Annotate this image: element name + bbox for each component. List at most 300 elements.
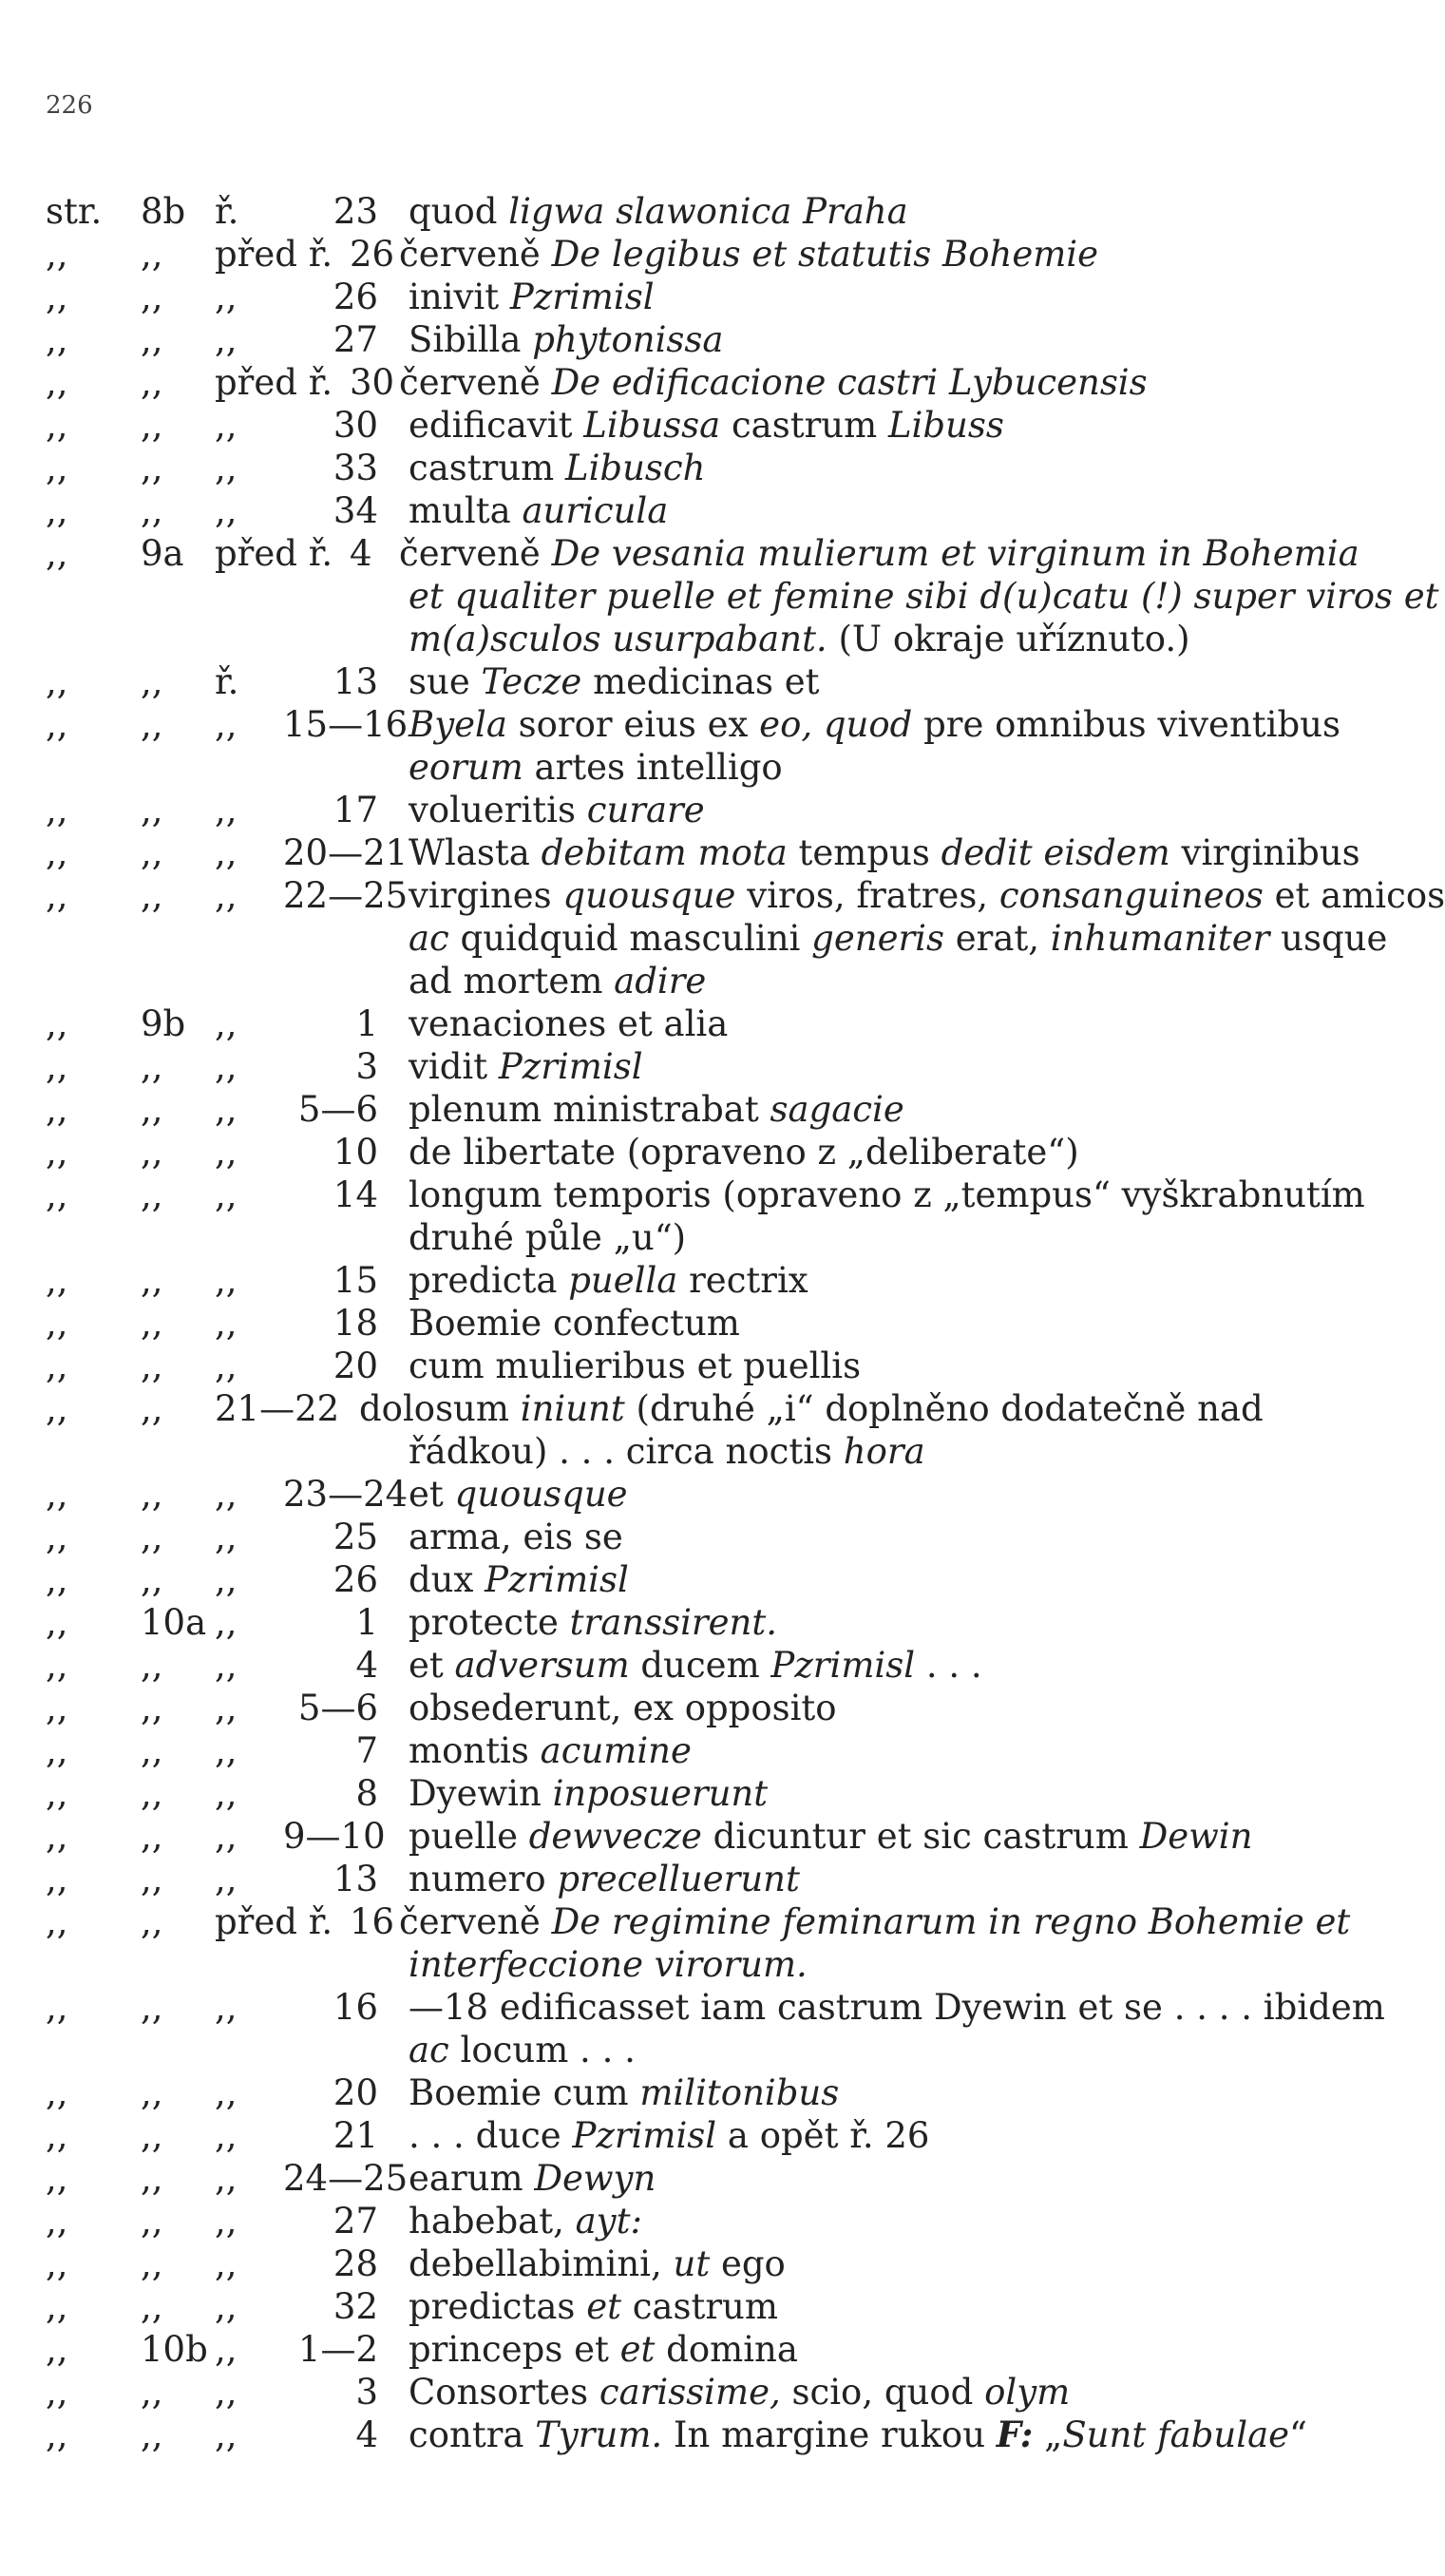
text-segment: Sibilla (409, 319, 533, 360)
line-prefix: ,, (215, 1474, 238, 1515)
entry-row (46, 1516, 1395, 1558)
page-ref: ,, (141, 1474, 163, 1515)
page-ref: ,, (141, 362, 163, 403)
entry-text (409, 2242, 786, 2285)
entry-text (409, 960, 706, 1002)
text-segment: interfeccione virorum. (409, 1944, 808, 1985)
line-ref: 9—10 (283, 1816, 386, 1857)
line-ref: 1—2 (297, 2329, 378, 2370)
entry-text (409, 318, 723, 361)
entry-text (409, 1045, 643, 1088)
text-segment: De vesania mulierum et virginum in Bohemia (551, 533, 1359, 574)
text-segment: et (619, 2329, 656, 2370)
entry-row (46, 1002, 1395, 1045)
line-prefix: ,, (215, 1602, 238, 1643)
line-prefix: ,, (215, 405, 238, 446)
ditto-str: ,, (46, 1003, 68, 1044)
text-segment: dux (409, 1559, 485, 1600)
page-ref: ,, (141, 319, 163, 360)
line-ref: 30 (333, 405, 378, 446)
line-ref: 30 (350, 362, 395, 403)
entry-continuation (46, 575, 1439, 618)
line-ref: 13 (333, 1859, 378, 1899)
entry-text (409, 1986, 1385, 2029)
ditto-str: ,, (46, 533, 68, 574)
text-segment: dedit eisdem (941, 832, 1170, 873)
line-ref: 20 (333, 2072, 378, 2113)
page-ref: 10b (141, 2329, 208, 2370)
line-prefix: ,, (215, 1517, 238, 1557)
text-segment: ut (673, 2243, 711, 2284)
text-segment: iniunt (520, 1388, 625, 1429)
entry-text (409, 276, 655, 318)
text-segment: řádkou) . . . circa noctis (409, 1431, 844, 1472)
line-prefix: ,, (215, 1003, 238, 1044)
line-ref: 3 (355, 1046, 378, 1087)
line-prefix: ,, (215, 1260, 238, 1301)
page-ref: ,, (141, 1260, 163, 1301)
text-segment: ad mortem (409, 961, 615, 1002)
text-segment: adversum (454, 1645, 630, 1686)
text-segment: et (409, 1645, 455, 1686)
entry-continuation (46, 960, 1395, 1002)
entry-row (46, 1088, 1395, 1131)
entry-row (46, 2414, 1395, 2456)
entry-row (46, 2157, 1395, 2200)
ditto-str: ,, (46, 1345, 68, 1386)
text-segment: červeně (399, 533, 552, 574)
ditto-str: ,, (46, 1816, 68, 1857)
entry-row (46, 1986, 1395, 2029)
entry-row (46, 1729, 1395, 1772)
text-segment: eo, quod (759, 704, 913, 745)
line-ref: 1 (355, 1602, 378, 1643)
text-segment: carissime, (599, 2372, 781, 2413)
text-segment: dolosum (359, 1388, 521, 1429)
line-prefix: před ř. (215, 362, 333, 403)
ditto-str: ,, (46, 2158, 68, 2199)
line-prefix: ,, (215, 1303, 238, 1344)
line-prefix: ,, (215, 1174, 238, 1215)
line-ref: 34 (333, 490, 378, 531)
line-prefix: ,, (215, 790, 238, 830)
text-segment: Byela (409, 704, 507, 745)
entry-text (409, 2114, 929, 2157)
text-segment: multa (409, 490, 523, 531)
entry-text (409, 1002, 728, 1045)
entry-text (409, 1858, 800, 1900)
ditto-str: ,, (46, 1602, 68, 1643)
entry-text (409, 703, 1340, 746)
text-segment: dicuntur et sic castrum (701, 1816, 1140, 1857)
ditto-str: ,, (46, 1901, 68, 1942)
ditto-str: ,, (46, 234, 68, 275)
ditto-str: ,, (46, 405, 68, 446)
line-prefix: ,, (215, 1645, 238, 1686)
page-ref: ,, (141, 832, 163, 873)
text-segment: volueritis (409, 790, 587, 830)
entry-row (46, 1045, 1395, 1088)
entry-row (46, 1601, 1395, 1644)
line-prefix: ,, (215, 1132, 238, 1173)
text-segment: inhumaniter (1050, 918, 1270, 959)
text-segment: auricula (522, 490, 669, 531)
page-ref: ,, (141, 1559, 163, 1600)
line-ref: 4 (355, 1645, 378, 1686)
line-prefix: ,, (215, 1816, 238, 1857)
entry-text (409, 2029, 636, 2071)
text-segment: scio, quod (780, 2372, 985, 2413)
page-ref: ,, (141, 277, 163, 317)
page-ref: ,, (141, 790, 163, 830)
page-ref: ,, (141, 1688, 163, 1728)
text-segment: soror eius ex (506, 704, 760, 745)
entry-row (46, 318, 1395, 361)
text-segment: Pzrimisl (770, 1645, 916, 1686)
ditto-str: ,, (46, 2372, 68, 2413)
text-segment: et amicos (1263, 875, 1445, 916)
text-segment: druhé půle „u“) (409, 1217, 687, 1258)
text-segment: virginibus (1169, 832, 1360, 873)
line-prefix: ,, (215, 1987, 238, 2028)
entry-row (46, 2328, 1395, 2371)
text-segment: Wlasta (409, 832, 542, 873)
line-ref: 24—25 (283, 2158, 409, 2199)
entry-continuation (46, 1430, 1395, 1473)
text-segment: quidquid masculini (448, 918, 812, 959)
page-ref: ,, (141, 2158, 163, 2199)
entry-text (409, 575, 1439, 618)
text-segment: . . . duce (409, 2115, 573, 2156)
text-segment: De edificacione castri Lybucensis (551, 362, 1148, 403)
ditto-str: ,, (46, 1132, 68, 1173)
text-segment: a opět ř. 26 (716, 2115, 930, 2156)
text-segment: De regimine feminarum in regno Bohemie et (551, 1901, 1351, 1942)
page-ref: ,, (141, 405, 163, 446)
text-segment: earum (409, 2158, 535, 2199)
line-prefix: ,, (215, 875, 238, 916)
line-prefix: ,, (215, 1688, 238, 1728)
entry-row (46, 1174, 1395, 1216)
line-ref: 16 (350, 1901, 395, 1942)
text-segment: Libuss (887, 405, 1004, 446)
text-segment: Tyrum. (535, 2414, 663, 2455)
entry-continuation (46, 1216, 1395, 1259)
line-ref: 13 (333, 661, 378, 702)
text-segment: domina (655, 2329, 798, 2370)
page-ref: ,, (141, 2115, 163, 2156)
text-segment: pre omnibus viventibus (912, 704, 1340, 745)
text-segment: contra (409, 2414, 536, 2455)
ditto-str: ,, (46, 1174, 68, 1215)
text-segment: vidit (409, 1046, 499, 1087)
text-segment: . . . (915, 1645, 982, 1686)
page-ref: 9a (141, 533, 184, 574)
text-segment: de libertate (opraveno z „deliberate“) (409, 1132, 1079, 1173)
line-prefix: ,, (215, 319, 238, 360)
text-segment: puella (568, 1260, 678, 1301)
entry-text (409, 1473, 628, 1516)
text-segment: —18 edificasset iam castrum Dyewin et se . . . . ibidem (409, 1987, 1385, 2028)
text-segment: longum temporis (opraveno z „tempus“ vyškrabnutím (409, 1174, 1365, 1215)
entry-row (46, 1772, 1395, 1815)
entry-text (399, 361, 1148, 404)
entry-text (409, 2371, 1070, 2414)
line-prefix: ,, (215, 490, 238, 531)
line-ref: 3 (355, 2372, 378, 2413)
entry-text (409, 618, 1190, 660)
text-segment: venaciones et alia (409, 1003, 729, 1044)
entry-text (409, 1088, 904, 1131)
text-segment: (druhé „i“ doplněno dodatečně nad (624, 1388, 1264, 1429)
ditto-str: ,, (46, 1517, 68, 1557)
line-prefix: ,, (215, 1859, 238, 1899)
page-ref: ,, (141, 1987, 163, 2028)
line-ref: 20 (333, 1345, 378, 1386)
entry-text (409, 2200, 642, 2242)
line-prefix: ř. (215, 661, 239, 702)
ditto-str: ,, (46, 661, 68, 702)
text-segment: Boemie cum (409, 2072, 640, 2113)
line-prefix: ,, (215, 448, 238, 488)
entry-text (409, 1216, 686, 1259)
text-segment: hora (843, 1431, 925, 1472)
entry-text (409, 831, 1360, 874)
text-segment: arma, eis se (409, 1517, 623, 1557)
text-segment: debellabimini, (409, 2243, 674, 2284)
line-ref: 15 (333, 1260, 378, 1301)
text-segment: Libusch (565, 448, 706, 488)
entry-row (46, 2200, 1395, 2242)
text-segment: (U okraje uříznuto.) (827, 619, 1190, 659)
entry-text (409, 1430, 925, 1473)
text-segment: červeně (399, 234, 552, 275)
line-ref: 23—24 (283, 1474, 409, 1515)
entry-row (46, 831, 1395, 874)
text-segment: Dewyn (534, 2158, 656, 2199)
page-ref: ,, (141, 2243, 163, 2284)
entry-text (409, 660, 820, 703)
ditto-str: str. (46, 191, 103, 232)
entry-row (46, 1131, 1395, 1174)
text-segment: castrum (620, 2286, 778, 2327)
entry-row (46, 703, 1395, 746)
entry-text (409, 404, 1004, 447)
page-ref: ,, (141, 2201, 163, 2242)
text-segment: m(a)sculos usurpabant. (409, 619, 827, 659)
entry-text (409, 1259, 808, 1302)
text-segment: ducem (629, 1645, 771, 1686)
text-segment: F: (996, 2414, 1034, 2455)
entry-text (409, 2071, 839, 2114)
text-segment: montis (409, 1730, 541, 1771)
line-ref: 27 (333, 2201, 378, 2242)
text-segment: dewvecze (528, 1816, 702, 1857)
entry-row (46, 532, 1395, 575)
text-segment: cum mulieribus et puellis (409, 1345, 862, 1386)
line-prefix: ,, (215, 2372, 238, 2413)
entry-row (46, 1259, 1395, 1302)
text-segment: artes intelligo (523, 747, 783, 788)
entry-row (46, 404, 1395, 447)
page-ref: ,, (141, 1132, 163, 1173)
errata-list (46, 190, 1445, 2456)
text-segment: ayt: (575, 2201, 642, 2242)
line-ref: 5—6 (297, 1089, 378, 1130)
ditto-str: ,, (46, 1474, 68, 1515)
line-prefix: ,, (215, 2158, 238, 2199)
line-prefix: ,, (215, 2201, 238, 2242)
entry-row (46, 1687, 1395, 1729)
ditto-str: ,, (46, 875, 68, 916)
page-ref: ,, (141, 1388, 163, 1429)
entry-row (46, 1387, 1395, 1430)
entry-text (399, 1900, 1350, 1943)
page-ref: ,, (141, 1730, 163, 1771)
entry-text (409, 2414, 1307, 2456)
text-segment: erat, (943, 918, 1051, 959)
entry-text (399, 233, 1098, 276)
entry-text (409, 1345, 861, 1387)
text-segment: castrum (409, 448, 566, 488)
text-segment: “ (1289, 2414, 1307, 2455)
ditto-str: ,, (46, 362, 68, 403)
line-ref: 10 (333, 1132, 378, 1173)
line-prefix: ,, (215, 2329, 238, 2370)
text-segment: virgines (409, 875, 563, 916)
entry-text (409, 2328, 798, 2371)
entry-continuation (46, 746, 1395, 789)
entry-row (46, 1558, 1395, 1601)
entry-text (409, 1558, 629, 1601)
text-segment: edificavit (409, 405, 584, 446)
ditto-str: ,, (46, 704, 68, 745)
entry-row (46, 2285, 1395, 2328)
entry-text (399, 532, 1359, 575)
line-ref: 8 (355, 1773, 378, 1814)
page-ref: ,, (141, 2072, 163, 2113)
line-ref: 26 (333, 277, 378, 317)
entry-text (409, 1302, 740, 1345)
text-segment: Pzrimisl (485, 1559, 629, 1600)
entry-row (46, 361, 1395, 404)
entry-row (46, 1644, 1395, 1687)
line-prefix: ,, (215, 2072, 238, 2113)
text-segment: sagacie (770, 1089, 904, 1130)
entry-row (46, 789, 1395, 831)
text-segment: debitam mota (541, 832, 788, 873)
line-prefix: ,, (215, 832, 238, 873)
line-prefix: před ř. (215, 533, 333, 574)
line-ref: 26 (333, 1559, 378, 1600)
ditto-str: ,, (46, 1773, 68, 1814)
ditto-str: ,, (46, 1859, 68, 1899)
page-ref: ,, (141, 661, 163, 702)
entry-text (409, 1131, 1079, 1174)
page-ref: ,, (141, 1345, 163, 1386)
entry-text (409, 190, 908, 233)
entry-row (46, 447, 1395, 489)
text-segment: sue (409, 661, 482, 702)
text-segment: inposuerunt (552, 1773, 769, 1814)
line-ref: 14 (333, 1174, 378, 1215)
entry-row (46, 489, 1395, 532)
entry-text (409, 1943, 808, 1986)
text-segment: ligwa slawonica Praha (508, 191, 908, 232)
page-ref: ,, (141, 234, 163, 275)
entry-row (46, 276, 1395, 318)
ditto-str: ,, (46, 2243, 68, 2284)
ditto-str: ,, (46, 790, 68, 830)
ditto-str: ,, (46, 2286, 68, 2327)
line-ref: 15—16 (283, 704, 409, 745)
entry-row (46, 1473, 1395, 1516)
ditto-str: ,, (46, 1645, 68, 1686)
text-segment: transsirent. (569, 1602, 777, 1643)
line-prefix: před ř. (215, 234, 333, 275)
text-segment: locum . . . (448, 2030, 636, 2070)
line-ref: 22—25 (283, 875, 409, 916)
page-ref: ,, (141, 2286, 163, 2327)
text-segment: predicta (409, 1260, 569, 1301)
page-ref: ,, (141, 1089, 163, 1130)
text-segment: ac (409, 918, 449, 959)
page-ref: ,, (141, 1901, 163, 1942)
line-prefix: ,, (215, 1773, 238, 1814)
line-prefix: ,, (215, 1730, 238, 1771)
line-ref: 18 (333, 1303, 378, 1344)
text-segment: curare (586, 790, 705, 830)
text-segment: quousque (454, 1474, 628, 1515)
line-ref: 17 (333, 790, 378, 830)
text-segment: quousque (562, 875, 736, 916)
text-segment: viros, fratres, (735, 875, 999, 916)
text-segment: Boemie confectum (409, 1303, 740, 1344)
line-prefix: ,, (215, 1046, 238, 1087)
text-segment: Tecze (481, 661, 582, 702)
ditto-str: ,, (46, 277, 68, 317)
text-segment: quod (409, 191, 509, 232)
text-segment: et (586, 2286, 621, 2327)
entry-text (409, 746, 783, 789)
text-segment: militonibus (639, 2072, 840, 2113)
text-segment: precelluerunt (557, 1859, 800, 1899)
line-prefix: ,, (215, 2414, 238, 2455)
text-segment: obsederunt, ex opposito (409, 1688, 837, 1728)
text-segment: phytonissa (532, 319, 724, 360)
entry-text (409, 1772, 768, 1815)
line-ref: 5—6 (297, 1688, 378, 1728)
line-ref: 1 (355, 1003, 378, 1044)
entry-text (409, 1601, 777, 1644)
text-segment: et (409, 1474, 455, 1515)
ditto-str: ,, (46, 2115, 68, 2156)
text-segment: adire (614, 961, 707, 1002)
text-segment: inivit (409, 277, 510, 317)
text-segment: In margine rukou (662, 2414, 997, 2455)
page-ref: 10a (141, 1602, 207, 1643)
ditto-str: ,, (46, 448, 68, 488)
page-ref: ,, (141, 448, 163, 488)
line-ref: 32 (333, 2286, 378, 2327)
ditto-str: ,, (46, 2201, 68, 2242)
entry-text (409, 1729, 692, 1772)
entry-text (409, 447, 705, 489)
entry-continuation (46, 618, 1395, 660)
line-prefix: ,, (215, 2286, 238, 2327)
text-segment: olym (984, 2372, 1071, 2413)
line-prefix: ,, (215, 2243, 238, 2284)
